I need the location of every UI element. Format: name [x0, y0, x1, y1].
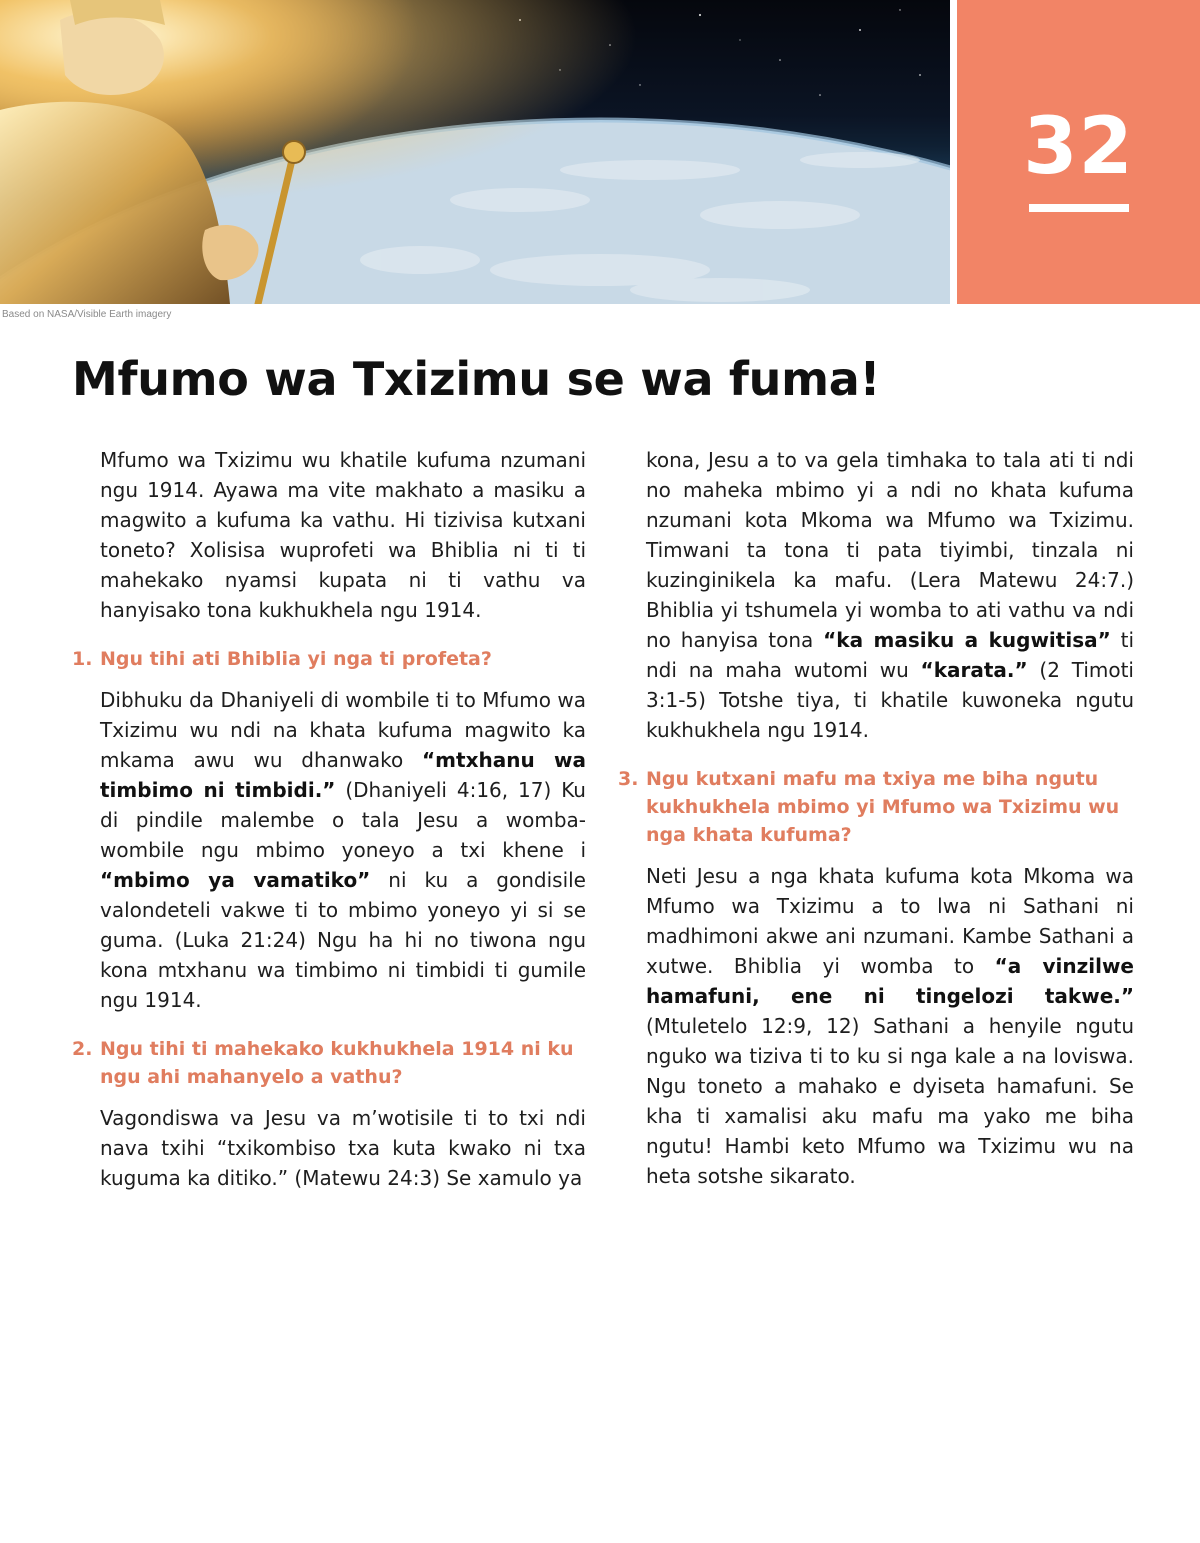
lesson-number: 32	[1023, 102, 1134, 192]
answer-quote: “mbimo ya vamatiko”	[100, 868, 371, 892]
answer-2-start	[100, 1103, 586, 1193]
question-3	[618, 765, 1134, 849]
answer-text: (2 Timoti 3:1-5) Totshe tiya, ti khatile kuwoneka ngutu kukhukhela ngu 1914.	[646, 658, 1134, 742]
earth-from-space-image	[0, 0, 950, 304]
question-text: Ngu tihi ti mahekako kukhukhela 1914 ni ku ngu ahi mahanyelo a vathu?	[100, 1038, 574, 1088]
answer-text: Dibhuku da Dhaniyeli di wombile ti to Mfumo wa Txizimu wu ndi na khata kufuma magwito ka mkama awu wu dhanwako	[100, 688, 586, 772]
hero-illustration	[0, 0, 950, 304]
answer-text: (Mtuletelo 12:9, 12) Sathani a henyile ngutu nguko wa tiziva ti to ku si nga kale a na loviswa. Ngu toneto a mahako e dyiseta hamafuni. Se kha ti xamalisi aku mafu ma yako me biha ngutu! Hambi keto Mfumo wa Txizimu wu na heta sotshe sikarato.	[646, 1014, 1134, 1188]
right-column	[618, 445, 1134, 1211]
answer-quote: “ka masiku a kugwitisa”	[823, 628, 1111, 652]
question-2	[72, 1035, 586, 1091]
intro-paragraph: Mfumo wa Txizimu wu khatile kufuma nzumani ngu 1914. Ayawa ma vite makhato a masiku a magwito a kufuma ka vathu. Hi tizivisa kutxani toneto? Xolisisa wuprofeti wa Bhiblia ni ti ti mahekako nyamsi kupata ni ti vathu va hanyisako tona kukhukhela ngu 1914.	[100, 448, 586, 622]
question-1	[72, 645, 586, 673]
page-title: Mfumo wa Txizimu se wa fuma!	[72, 352, 881, 406]
question-text: Ngu tihi ati Bhiblia yi nga ti profeta?	[100, 648, 492, 670]
lesson-number-badge	[957, 0, 1200, 304]
answer-quote: “mtxhanu wa timbimo ni timbidi.”	[100, 748, 587, 802]
answer-3	[646, 861, 1134, 1191]
answer-quote: “karata.”	[920, 658, 1028, 682]
answer-1	[100, 685, 586, 1015]
answer-text: (Dhaniyeli 4:16, 17) Ku di pindile malembe o tala Jesu a womba-wombile ngu mbimo yoneyo a txi khene i	[100, 778, 586, 862]
question-number: 1.	[72, 648, 93, 670]
answer-text: Vagondiswa va Jesu va m’wotisile ti to txi ndi nava txihi “txikombiso txa kuta kwako ni txa kuguma ka ditiko.” (Matewu 24:3) Se xamulo ya	[100, 1106, 586, 1190]
question-number: 2.	[72, 1038, 93, 1060]
image-credit: Based on NASA/Visible Earth imagery	[2, 309, 172, 320]
answer-quote: “a vinzilwe hamafuni, ene ni tingelozi takwe.”	[646, 954, 1134, 1008]
question-number: 3.	[618, 768, 639, 790]
answer-text: kona, Jesu a to va gela timhaka to tala ati ti ndi no maheka mbimo yi a ndi no khata kufuma nzumani kota Mkoma wa Mfumo wa Txizimu. Timwani ta tona ti pata tiyimbi, tinzala ni kuzinginikela ka mafu. (Lera Matewu 24:7.) Bhiblia yi tshumela yi womba to ati vathu va ndi no hanyisa tona	[646, 448, 1134, 652]
answer-text: ti ndi na maha wutomi wu	[646, 628, 1134, 682]
answer-text: ni ku a gondisile valondeteli vakwe ti to mbimo yoneyo yi si se guma. (Luka 21:24) Ngu ha hi no tiwona ngu kona mtxhanu wa timbimo ni timbidi ti gumile ngu 1914.	[100, 868, 586, 1012]
badge-underline	[1029, 204, 1129, 212]
left-column	[72, 445, 587, 1213]
answer-2-continued	[646, 445, 1134, 745]
question-text: Ngu kutxani mafu ma txiya me biha ngutu kukhukhela mbimo yi Mfumo wa Txizimu wu nga khata kufuma?	[646, 768, 1120, 846]
answer-text: Neti Jesu a nga khata kufuma kota Mkoma wa Mfumo wa Txizimu a to lwa ni Sathani ni madhimoni akwe ani nzumani. Kambe Sathani a xutwe. Bhiblia yi womba to	[646, 864, 1134, 978]
